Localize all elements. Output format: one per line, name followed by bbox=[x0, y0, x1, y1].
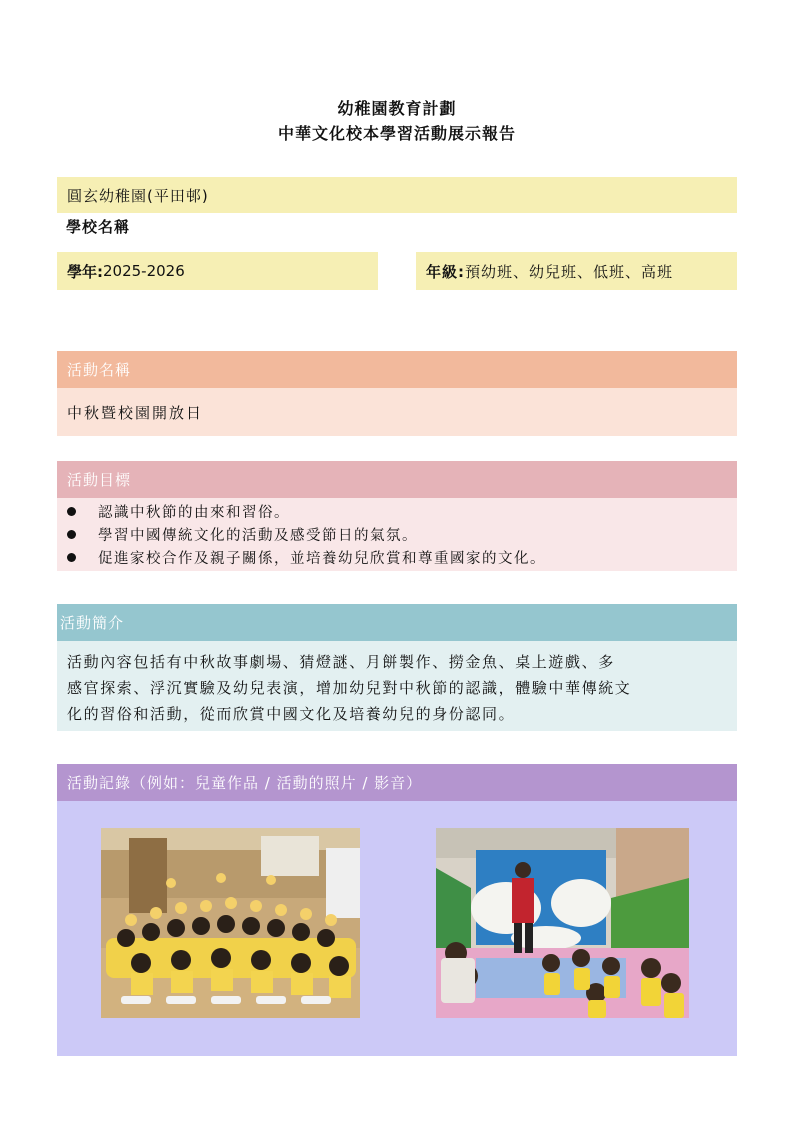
objectives-list bbox=[57, 498, 737, 571]
school-year-value: 2025-2026 bbox=[103, 262, 185, 280]
intro-header-text: 活動簡介 bbox=[60, 614, 125, 632]
grade-value: 預幼班、幼兒班、低班、高班 bbox=[465, 262, 674, 281]
school-year-field bbox=[57, 252, 378, 290]
activity-name-header-text: 活動名稱 bbox=[67, 361, 132, 379]
school-name-field bbox=[57, 177, 737, 213]
objective-text: 學習中國傳統文化的活動及感受節日的氣氛。 bbox=[98, 528, 418, 544]
bullet-icon bbox=[67, 507, 76, 516]
objectives-header bbox=[57, 461, 737, 498]
activity-photo-stage-performance bbox=[436, 828, 689, 1018]
document-title: 幼稚園教育計劃 bbox=[337, 99, 457, 118]
activity-name-value: 中秋暨校園開放日 bbox=[67, 403, 204, 422]
grade-label: 年級: bbox=[426, 262, 465, 281]
intro-line: 活動內容包括有中秋故事劇場、猜燈謎、月餅製作、撈金魚、桌上遊戲、多 bbox=[67, 653, 615, 671]
activity-photo-children-classroom bbox=[101, 828, 360, 1018]
objective-text: 促進家校合作及親子關係，並培養幼兒欣賞和尊重國家的文化。 bbox=[98, 551, 546, 567]
list-item bbox=[57, 523, 737, 546]
stage-performance-photo-image bbox=[436, 828, 689, 1018]
bullet-icon bbox=[67, 530, 76, 539]
activity-name-header bbox=[57, 351, 737, 388]
objective-text: 認識中秋節的由來和習俗。 bbox=[98, 505, 290, 521]
intro-line: 感官探索、浮沉實驗及幼兒表演，增加幼兒對中秋節的認識，體驗中華傳統文 bbox=[67, 679, 632, 697]
records-header bbox=[57, 764, 737, 801]
records-header-text: 活動記錄（例如：兒童作品 / 活動的照片 / 影音） bbox=[67, 774, 423, 792]
objectives-header-text: 活動目標 bbox=[67, 471, 132, 489]
activity-name-body bbox=[57, 388, 737, 436]
school-year-label: 學年: bbox=[67, 262, 103, 281]
document-subtitle: 中華文化校本學習活動展示報告 bbox=[277, 124, 516, 143]
intro-header bbox=[57, 604, 737, 641]
school-name-value: 圓玄幼稚園(平田邨) bbox=[67, 186, 209, 205]
list-item bbox=[57, 546, 737, 569]
children-classroom-photo-image bbox=[101, 828, 360, 1018]
list-item bbox=[57, 500, 737, 523]
intro-line: 化的習俗和活動，從而欣賞中國文化及培養幼兒的身份認同。 bbox=[67, 705, 516, 723]
grade-field bbox=[416, 252, 737, 290]
school-name-label: 學校名稱 bbox=[66, 218, 131, 236]
intro-body bbox=[57, 641, 737, 731]
bullet-icon bbox=[67, 553, 76, 562]
